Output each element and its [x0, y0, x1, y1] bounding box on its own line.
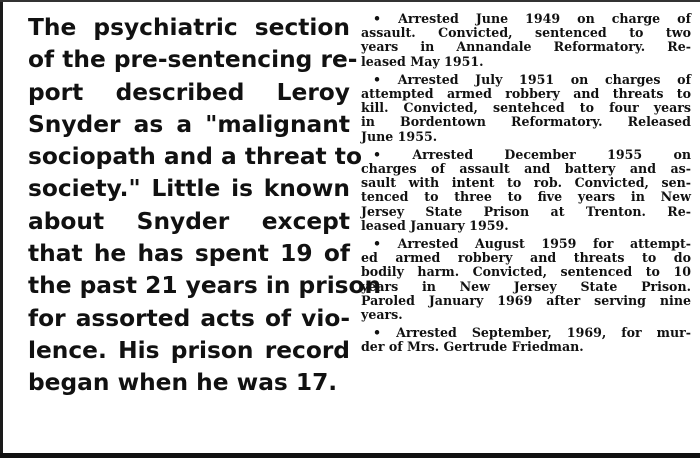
record-line: tenced to three to five years in New	[361, 189, 691, 205]
record-line: assault. Convicted, sentenced to two	[361, 25, 691, 41]
pull-quote-line: port described Leroy	[28, 78, 350, 106]
record-line: attempted armed robbery and threats to	[361, 86, 691, 102]
pull-quote-line: for assorted acts of vio-	[28, 304, 350, 332]
record-line-text: Arrested September, 1969, for mur-	[396, 325, 692, 341]
pull-quote-line: the past 21 years in prison	[28, 272, 382, 300]
bullet-icon: •	[373, 71, 382, 87]
bottom-rule	[0, 453, 700, 458]
record-line: years in New Jersey State Prison.	[361, 278, 691, 294]
record-entry	[361, 73, 691, 144]
bullet-icon: •	[373, 11, 382, 26]
record-entry	[361, 237, 691, 322]
pull-quote-line: that he has spent 19 of	[28, 240, 350, 268]
pull-quote-line: lence. His prison record	[28, 336, 350, 364]
record-line: June 1955.	[361, 128, 438, 144]
record-entry	[361, 148, 691, 233]
record-line: der of Mrs. Gertrude Friedman.	[361, 339, 584, 355]
record-line: years in Annandale Reformatory. Re-	[361, 39, 691, 55]
pull-quote-line: Snyder as a "malignant	[28, 110, 350, 138]
pull-quote-line: of the pre-sentencing re-	[28, 46, 358, 74]
pull-quote-line: The psychiatric section	[28, 14, 350, 41]
pull-quote-line: society." Little is known	[28, 175, 350, 203]
record-entry	[361, 326, 691, 354]
record-line	[361, 73, 691, 87]
record-line: years.	[361, 307, 403, 323]
record-line	[361, 148, 691, 162]
pull-quote-line: sociopath and a threat to	[28, 143, 362, 171]
pull-quote	[28, 12, 382, 400]
top-rule	[0, 0, 700, 2]
record-line-text: Arrested June 1949 on charge of	[398, 11, 691, 26]
record-entry	[361, 12, 691, 69]
record-line: leased May 1951.	[361, 53, 484, 69]
record-line: Jersey State Prison at Trenton. Re-	[361, 203, 691, 219]
record-line: bodily harm. Convicted, sentenced to 10	[361, 264, 691, 280]
bullet-icon: •	[373, 325, 382, 341]
record-line: leased January 1959.	[361, 217, 509, 233]
pull-quote-line: began when he was 17.	[28, 369, 338, 397]
bullet-icon: •	[373, 146, 382, 162]
record-line: ed armed robbery and threats to do	[361, 250, 691, 266]
record-line: charges of assault and battery and as-	[361, 161, 691, 177]
record-line: kill. Convicted, sentehced to four years	[361, 100, 691, 116]
record-line	[361, 12, 691, 26]
pull-quote-line: about Snyder except	[28, 207, 350, 235]
record-line-text: Arrested December 1955 on	[412, 146, 691, 162]
bullet-icon: •	[373, 236, 382, 252]
record-line	[361, 237, 691, 251]
record-line-text: Arrested July 1951 on charges of	[397, 71, 691, 87]
record-line: in Bordentown Reformatory. Released	[361, 114, 691, 130]
record-line: Paroled January 1969 after serving nine	[361, 292, 691, 308]
left-rule	[0, 0, 3, 458]
record-line-text: Arrested August 1959 for attempt-	[397, 236, 691, 252]
prison-record-list	[361, 12, 691, 355]
record-line	[361, 326, 691, 340]
record-line: sault with intent to rob. Convicted, sen-	[361, 175, 691, 191]
